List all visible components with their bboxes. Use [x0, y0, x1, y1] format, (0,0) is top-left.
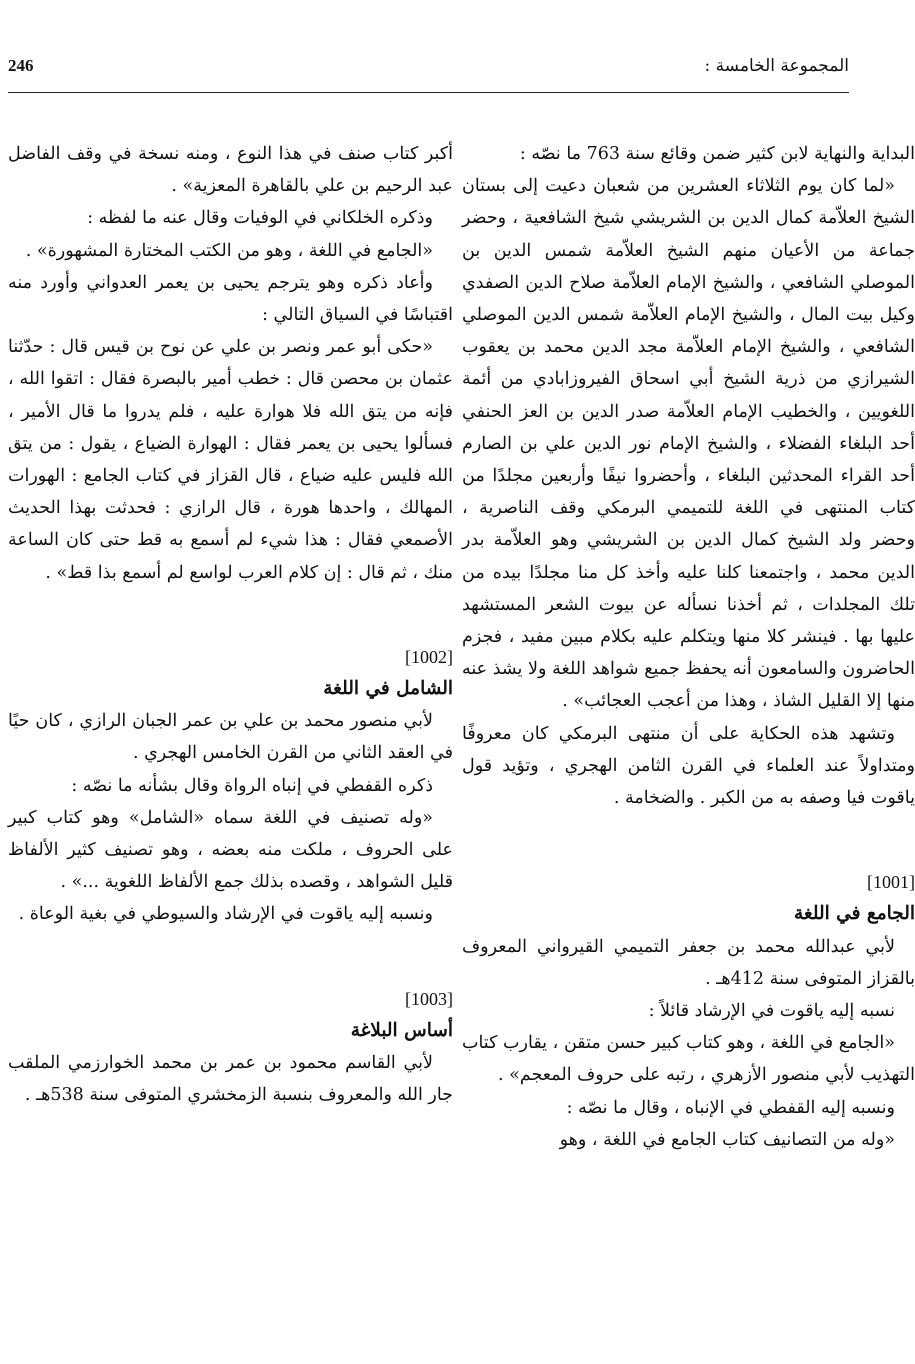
paragraph: البداية والنهاية لابن كثير ضمن وقائع سنة 763 ما نصّه :	[519, 144, 915, 164]
quote-paragraph: «الجامع في اللغة ، وهو كتاب كبير حسن متقن ، يقارب كتاب التهذيب لأبي منصور الأزهري ، رتبه على حروف المعجم» .	[462, 1033, 915, 1086]
entry-title: الشامل في اللغة	[323, 678, 453, 700]
paragraph: ونسبه إليه ياقوت في الإرشاد والسيوطي في بغية الوعاة .	[18, 904, 433, 925]
paragraph: لأبي منصور محمد بن علي بن عمر الجبان الرازي ، كان حيًا في العقد الثاني من القرن الخامس الهجري .	[8, 711, 453, 764]
paragraph: لأبي عبدالله محمد بن جعفر التميمي القيرواني المعروف بالقزاز المتوفى سنة 412هـ .	[462, 936, 915, 989]
running-title: المجموعة الخامسة :	[704, 56, 849, 76]
paragraph: وتشهد هذه الحكاية على أن منتهى البرمكي كان معروفًا ومتداولاً عند العلماء في القرن الثامن الهجري ، وتؤيد قول ياقوت فيا وصفه به من الكبر . والضخامة .	[462, 723, 915, 809]
paragraph: وذكره الخلكاني في الوفيات وقال عنه ما لفظه :	[87, 208, 433, 229]
entry-number: [1001]	[867, 872, 915, 893]
paragraph: لأبي القاسم محمود بن عمر بن محمد الخوارزمي الملقب جار الله والمعروف بنسبة الزمخشري المتوفى سنة 538هـ .	[8, 1053, 453, 1106]
right-column	[462, 138, 915, 1156]
quote-paragraph: «وله تصنيف في اللغة سماه «الشامل» وهو كتاب كبير على الحروف ، ملكت منه بعضه ، وهو تصنيف كثير الألفاظ قليل الشواهد ، وقصده بذلك جمع الألفاظ اللغوية ...» .	[8, 807, 453, 893]
entry-title: الجامع في اللغة	[794, 903, 915, 925]
entry-title: أساس البلاغة	[350, 1019, 453, 1041]
spacer	[8, 931, 453, 983]
quote-paragraph: «وله من التصانيف كتاب الجامع في اللغة ، وهو	[559, 1129, 895, 1150]
left-column	[8, 138, 453, 1111]
quote-paragraph: «لما كان يوم الثلاثاء العشرين من شعبان دعيت إلى بستان الشيخ العلاّمة كمال الدين بن الشريشي شيخ الشافعية ، وحضر جماعة من الأعيان منهم الشيخ العلاّمة شمس الدين بن الموصلي الشافعي ، والشيخ الإمام العلاّمة صلاح الدين الصفدي وكيل بيت المال ، والشيخ الإمام العلاّمة شمس الدين الموصلي الشافعي ، والشيخ الإمام العلاّمة مجد الدين محمد بن يعقوب الشيرازي من ذرية الشيخ أبي اسحاق الفيروزابادي من أئمة اللغويين ، والخطيب الإمام العلاّمة صدر الدين بن العز الحنفي أحد البلغاء الفضلاء ، والشيخ الإمام نور الدين علي بن الصارم أحد القراء المحدثين البلغاء ، وأحضروا نيفًا وأربعين مجلدًا من كتاب المنتهى في اللغة للتميمي البرمكي وقف الناصرية ، وحضر ولد الشيخ كمال الدين بن الشريشي وهو العلاّمة بدر الدين محمد ، واجتمعنا كلنا عليه وأخذ كل منا مجلدًا بيده من تلك المجلدات ، ثم أخذنا نسأله عن بيوت الشعر المستشهد عليها بها . فينشر كلا منها ويتكلم عليه بكلام مبين مفيد ، فجزم الحاضرون والسامعون أنه يحفظ جميع شواهد اللغة ولا يشذ عنه منها إلا القليل الشاذ ، وهذا من أعجب العجائب» .	[462, 176, 915, 712]
paragraph: وأعاد ذكره وهو يترجم يحيى بن يعمر العدواني وأورد منه اقتباسًا في السياق التالي :	[8, 272, 453, 326]
spacer	[462, 814, 915, 866]
entry-number: [1003]	[405, 988, 453, 1009]
spacer	[8, 589, 453, 641]
paragraph: أكبر كتاب صنف في هذا النوع ، ومنه نسخة في وقف الفاضل عبد الرحيم بن علي بالقاهرة المعزية» .	[8, 144, 453, 197]
page-header	[8, 56, 849, 88]
paragraph: نسبه إليه ياقوت في الإرشاد قائلاً :	[648, 1001, 895, 1022]
page-number: 246	[8, 56, 34, 75]
entry-number: [1002]	[405, 646, 453, 667]
paragraph: ذكره القفطي في إنباه الرواة وقال بشأنه ما نصّه :	[71, 775, 433, 796]
quote-paragraph: «الجامع في اللغة ، وهو من الكتب المختارة المشهورة» .	[25, 240, 433, 261]
paragraph: ونسبه إليه القفطي في الإنباه ، وقال ما نصّه :	[566, 1097, 895, 1118]
quote-paragraph: «حكى أبو عمر ونصر بن علي عن نوح بن قيس قال : حدّثنا عثمان بن محصن قال : خطب أمير بالبصرة فقال : اتقوا الله ، فإنه من يتق الله فلا هوارة عليه ، فلم يدروا ما قال الأمير ، فسألوا يحيى بن يعمر فقال : الهوارة الضياع ، يقول : من يتق الله فليس عليه ضياع ، قال القزاز في كتاب الجامع : الهورات المهالك ، واحدها هورة ، قال الرازي : فحدثت بهذا الحديث الأصمعي فقال : هذا شيء لم أسمع به قط حتى كان الساعة منك ، ثم قال : إن كلام العرب لواسع لم أسمع بذا قط» .	[8, 337, 453, 583]
header-rule	[8, 92, 849, 93]
